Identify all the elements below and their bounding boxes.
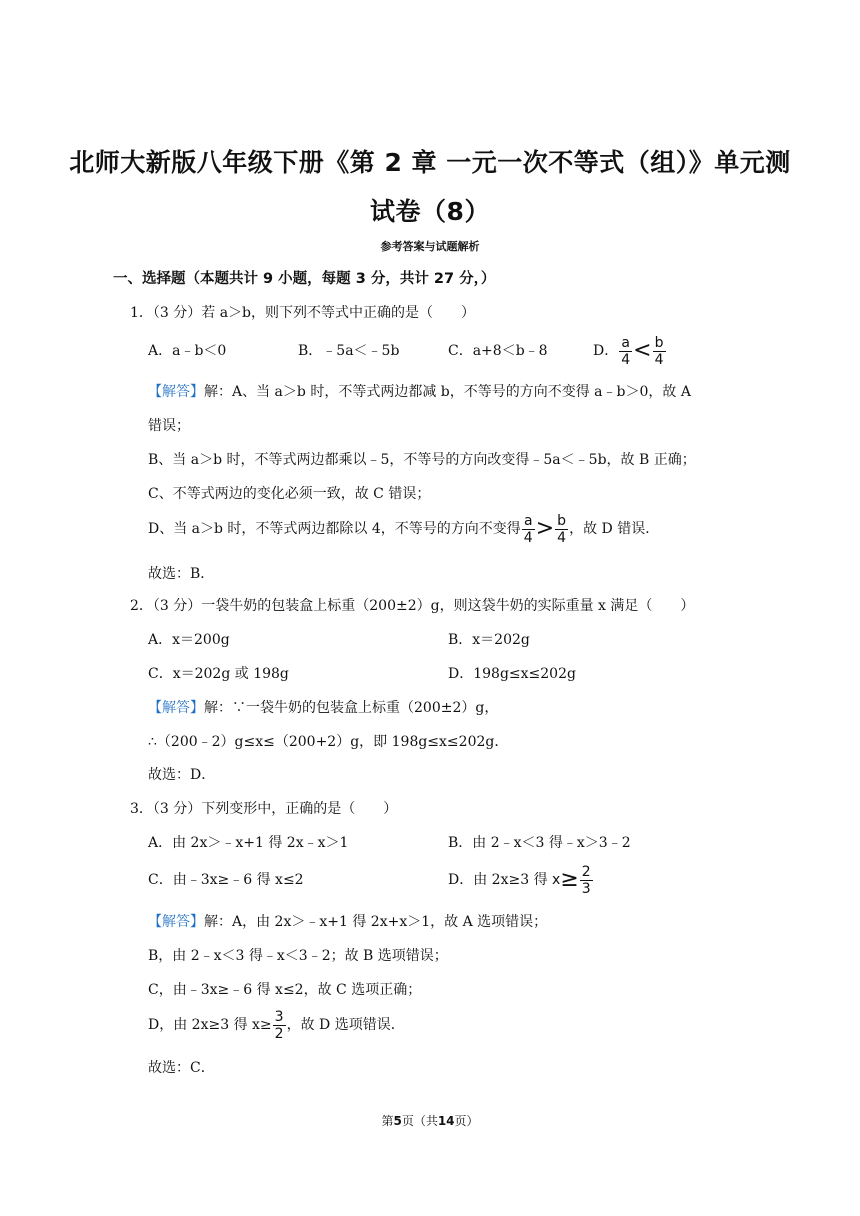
footer-text: 页（共	[401, 1114, 438, 1128]
q2-option-c: C．x＝202g 或 198g	[148, 666, 289, 682]
q2-option-a: A．x＝200g	[148, 632, 230, 648]
q3-solution-line2: B，由 2﹣x＜3 得﹣x＜3﹣2；故 B 选项错误；	[148, 948, 448, 964]
q2-option-d: D．198g≤x≤202g	[448, 666, 576, 682]
q1-solution-line1	[148, 382, 691, 402]
fraction	[555, 513, 568, 546]
fraction-numerator: b	[653, 335, 666, 352]
q3-option-c: C．由﹣3x≥﹣6 得 x≤2	[148, 872, 304, 888]
fraction	[653, 335, 666, 368]
solution-text: ，故 D 选项错误．	[286, 1017, 405, 1033]
option-text: D．由 2x≥3 得	[448, 872, 548, 888]
inequality-symbol: ≥	[560, 867, 579, 892]
q3-solution-line1	[148, 912, 547, 932]
answer-tag: 【解答】	[148, 384, 204, 400]
q1-solution-line2: B、当 a＞b 时，不等式两边都乘以﹣5，不等号的方向改变得﹣5a＜﹣5b，故 B 正确；	[148, 452, 696, 468]
solution-text: 解：A、当 a＞b 时，不等式两边都减 b，不等号的方向不变得 a﹣b＞0，故 A	[204, 384, 691, 400]
page-number: 5	[393, 1114, 402, 1128]
footer-text: 第	[381, 1114, 394, 1128]
q3-solution-line4	[148, 1007, 405, 1043]
solution-text: D，由 2x≥3 得 x≥	[148, 1017, 272, 1033]
inequality-symbol: >	[535, 516, 555, 541]
q3-option-b: B．由 2﹣x＜3 得﹣x＞3﹣2	[448, 835, 631, 851]
q3-option-a: A．由 2x＞﹣x+1 得 2x﹣x＞1	[148, 835, 349, 851]
q1-answer: 故选：B．	[148, 566, 215, 582]
question-2-stem: 2．（3 分）一袋牛奶的包装盒上标重（200±2）g，则这袋牛奶的实际重量 x 满足（ ）	[130, 598, 695, 614]
fraction-denominator: 4	[654, 351, 664, 368]
q1-option-b: B．﹣5a＜﹣5b	[298, 343, 400, 359]
fraction-denominator: 4	[557, 529, 567, 546]
document-title-line2: 试卷（8）	[370, 197, 490, 226]
fraction	[273, 1009, 286, 1042]
fraction	[522, 513, 535, 546]
q1-solution-line1b: 错误；	[148, 418, 190, 434]
footer-text: 页）	[454, 1114, 479, 1128]
variable: x	[552, 872, 561, 888]
solution-text: 解：∵一袋牛奶的包装盒上标重（200±2）g，	[204, 700, 499, 716]
fraction-numerator: a	[522, 513, 535, 530]
question-3-stem: 3．（3 分）下列变形中，正确的是（ ）	[130, 801, 398, 817]
total-pages: 14	[437, 1114, 455, 1128]
fraction-denominator: 2	[274, 1025, 284, 1042]
fraction-denominator: 4	[621, 351, 631, 368]
inequality-symbol: <	[633, 338, 652, 363]
page-footer	[0, 1112, 860, 1129]
fraction	[619, 335, 632, 368]
q1-solution-line3: C、不等式两边的变化必须一致，故 C 错误；	[148, 486, 431, 502]
fraction-numerator: 3	[274, 1008, 284, 1025]
q2-solution-line2: ∴（200﹣2）g≤x≤（200+2）g，即 198g≤x≤202g．	[148, 734, 509, 750]
q2-option-b: B．x＝202g	[448, 632, 530, 648]
fraction-numerator: a	[619, 335, 632, 352]
question-1-stem: 1．（3 分）若 a＞b，则下列不等式中正确的是（ ）	[130, 305, 476, 321]
fraction-numerator: 2	[581, 863, 591, 880]
q1-option-d-label: D．	[593, 343, 619, 359]
fraction	[580, 864, 593, 897]
q3-option-d	[448, 862, 594, 898]
fraction-denominator: 3	[581, 880, 591, 897]
solution-text: 解：A，由 2x＞﹣x+1 得 2x+x＞1，故 A 选项错误；	[204, 914, 548, 930]
q1-option-a: A．a﹣b＜0	[148, 343, 227, 359]
q1-solution-line4	[148, 511, 659, 547]
q2-answer: 故选：D．	[148, 767, 216, 783]
document-title-line1: 北师大新版八年级下册《第 2 章 一元一次不等式（组）》单元测	[69, 148, 791, 177]
fraction-denominator: 4	[523, 529, 533, 546]
q1-option-d	[593, 333, 667, 369]
q2-solution-line1	[148, 698, 498, 718]
q3-answer: 故选：C．	[148, 1060, 215, 1076]
answer-tag: 【解答】	[148, 914, 204, 930]
solution-text: D、当 a＞b 时，不等式两边都除以 4，不等号的方向不变得	[148, 521, 521, 537]
solution-text: ，故 D 错误．	[569, 521, 660, 537]
q3-solution-line3: C，由﹣3x≥﹣6 得 x≤2，故 C 选项正确；	[148, 982, 422, 998]
document-subtitle: 参考答案与试题解析	[380, 240, 480, 253]
answer-tag: 【解答】	[148, 700, 204, 716]
q1-option-c: C．a+8＜b﹣8	[448, 343, 548, 359]
section-heading: 一、选择题（本题共计 9 小题，每题 3 分，共计 27 分，）	[113, 271, 496, 287]
fraction-numerator: b	[555, 513, 568, 530]
